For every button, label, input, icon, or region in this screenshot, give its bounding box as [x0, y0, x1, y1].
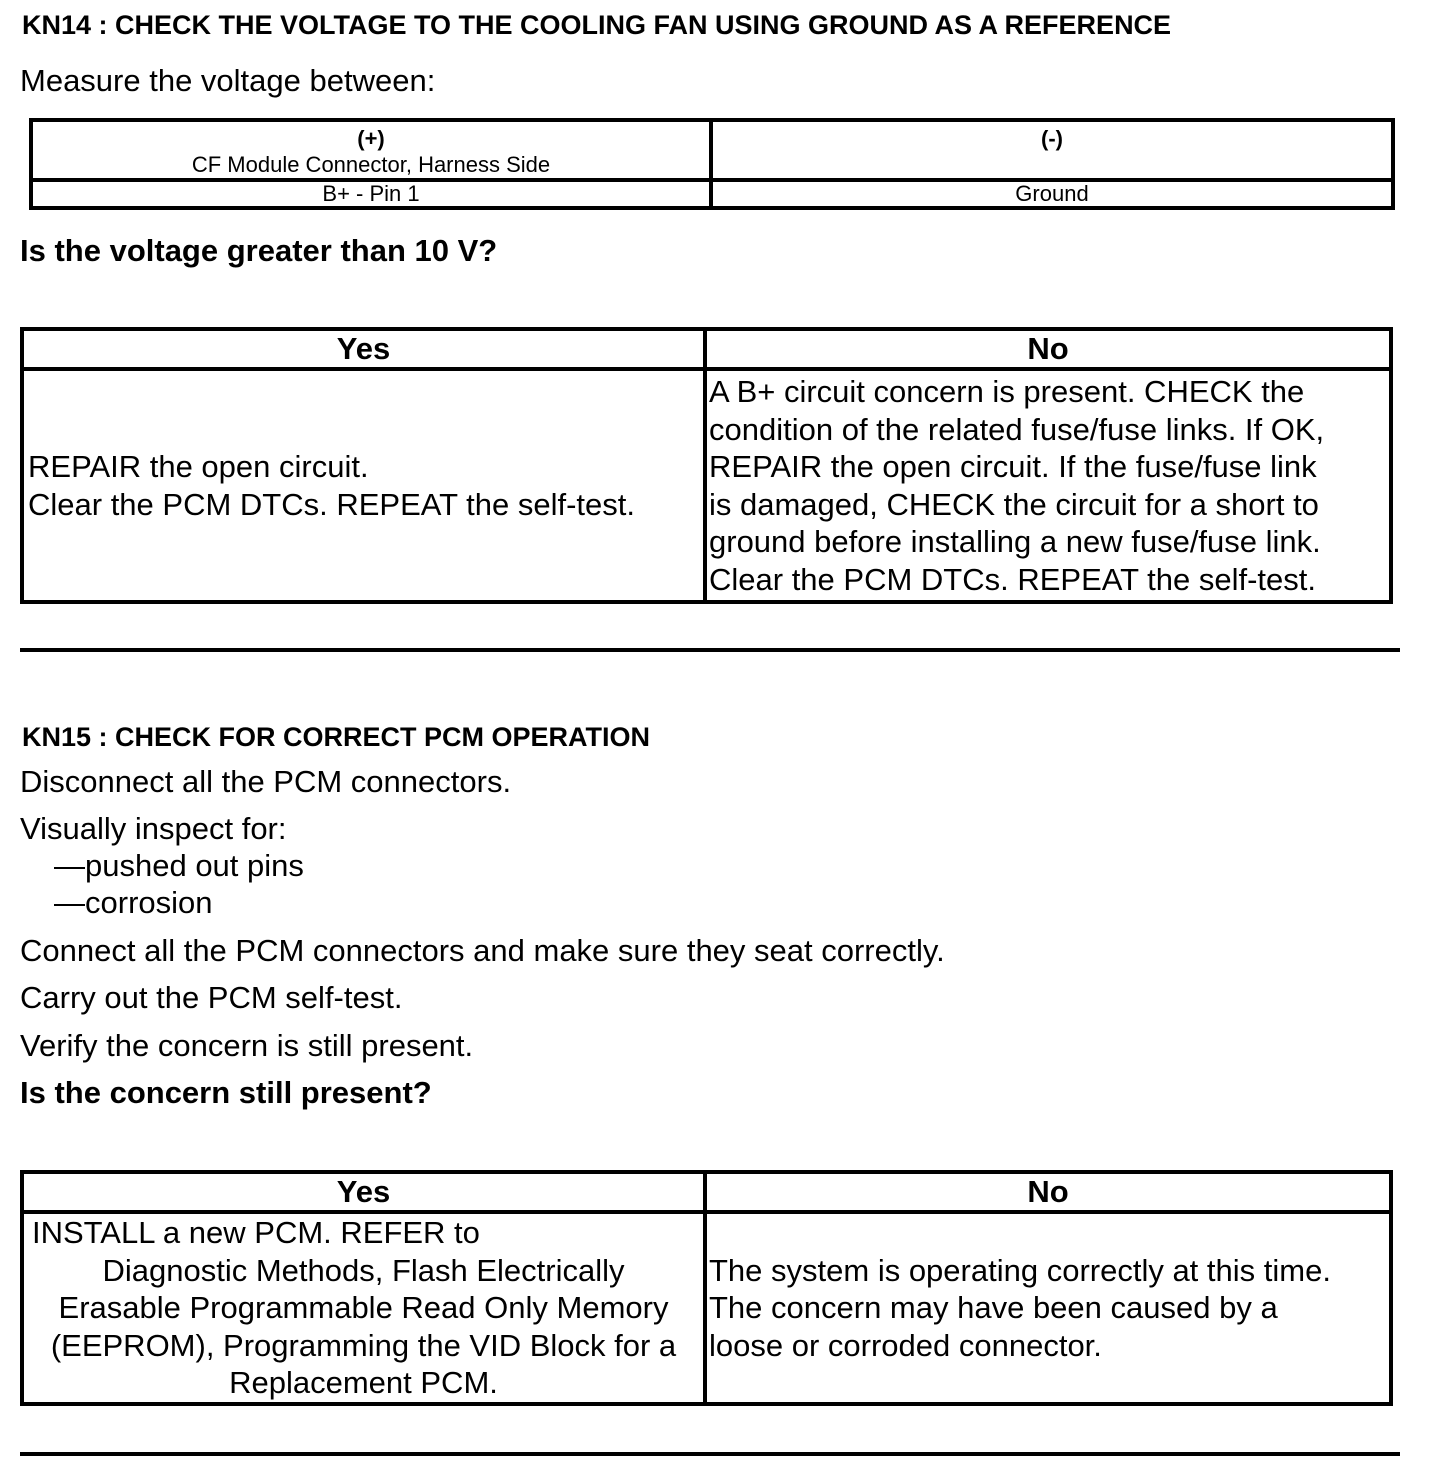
kn15-step-selftest: Carry out the PCM self-test.: [20, 980, 403, 1015]
kn14-yes-line: Clear the PCM DTCs. REPEAT the self-test.: [28, 486, 635, 522]
kn15-no-line: The system is operating correctly at this time.: [709, 1252, 1331, 1288]
section-divider: [20, 648, 1400, 652]
kn15-result-body-row: [22, 1212, 1391, 1404]
kn15-step-inspect: Visually inspect for:: [20, 811, 287, 846]
kn14-no-line: condition of the related fuse/fuse links. If OK,: [709, 411, 1325, 447]
measure-pos-header: [31, 120, 711, 180]
kn15-inspect-item-corrosion: —corrosion: [54, 885, 213, 920]
kn14-no-line: Clear the PCM DTCs. REPEAT the self-test.: [709, 561, 1316, 597]
kn14-title: KN14 : CHECK THE VOLTAGE TO THE COOLING FAN USING GROUND AS A REFERENCE: [22, 10, 1172, 40]
measure-table: [29, 118, 1395, 210]
kn15-title: KN15 : CHECK FOR CORRECT PCM OPERATION: [22, 722, 651, 752]
kn15-no-line: The concern may have been caused by a: [709, 1290, 1278, 1325]
kn15-question: Is the concern still present?: [20, 1075, 432, 1110]
kn15-yes-cell: [22, 1212, 705, 1404]
kn14-no-line: is damaged, CHECK the circuit for a short to: [709, 486, 1319, 522]
kn15-yes-header: Yes: [22, 1172, 705, 1212]
kn14-yes-line: REPAIR the open circuit.: [28, 449, 369, 484]
kn15-yes-line: INSTALL a new PCM. REFER to: [32, 1215, 480, 1250]
kn14-result-body-row: [22, 369, 1391, 602]
neg-value: Ground: [711, 180, 1393, 208]
kn14-no-cell: [705, 369, 1391, 602]
pos-value: B+ - Pin 1: [31, 180, 711, 208]
pos-symbol: (+): [357, 126, 385, 151]
kn15-step-connect: Connect all the PCM connectors and make sure they seat correctly.: [20, 933, 945, 968]
kn14-no-line: REPAIR the open circuit. If the fuse/fuse link: [709, 449, 1317, 484]
kn15-step-disconnect: Disconnect all the PCM connectors.: [20, 764, 512, 799]
kn14-instruction: Measure the voltage between:: [20, 63, 436, 98]
kn15-no-line: loose or corroded connector.: [709, 1327, 1102, 1363]
measure-neg-header: [711, 120, 1393, 180]
pos-description: CF Module Connector, Harness Side: [191, 152, 551, 177]
kn15-step-verify: Verify the concern is still present.: [20, 1028, 474, 1063]
kn14-yes-cell: [22, 369, 705, 602]
kn15-yes-line: Erasable Programmable Read Only Memory: [58, 1290, 669, 1325]
measure-value-row: [31, 180, 1393, 208]
measure-header-row: [31, 120, 1393, 180]
neg-symbol: (-): [1041, 126, 1063, 151]
kn14-no-line: A B+ circuit concern is present. CHECK the: [709, 374, 1305, 409]
kn15-yes-line: Diagnostic Methods, Flash Electrically: [102, 1252, 625, 1288]
kn15-no-header: No: [705, 1172, 1391, 1212]
kn15-no-cell: [705, 1212, 1391, 1404]
kn14-question: Is the voltage greater than 10 V?: [20, 233, 498, 268]
kn14-no-header: No: [705, 329, 1391, 369]
kn14-no-line: ground before installing a new fuse/fuse link.: [709, 524, 1321, 559]
section-divider: [20, 1452, 1400, 1456]
kn14-result-header-row: [22, 329, 1391, 369]
kn15-yes-line: (EEPROM), Programming the VID Block for a: [50, 1327, 677, 1363]
kn14-yes-header: Yes: [22, 329, 705, 369]
kn15-yes-line: Replacement PCM.: [229, 1365, 498, 1400]
kn15-result-header-row: [22, 1172, 1391, 1212]
kn14-result-table: [20, 327, 1393, 604]
kn15-result-table: [20, 1170, 1393, 1406]
kn15-inspect-item-pins: —pushed out pins: [54, 848, 304, 883]
